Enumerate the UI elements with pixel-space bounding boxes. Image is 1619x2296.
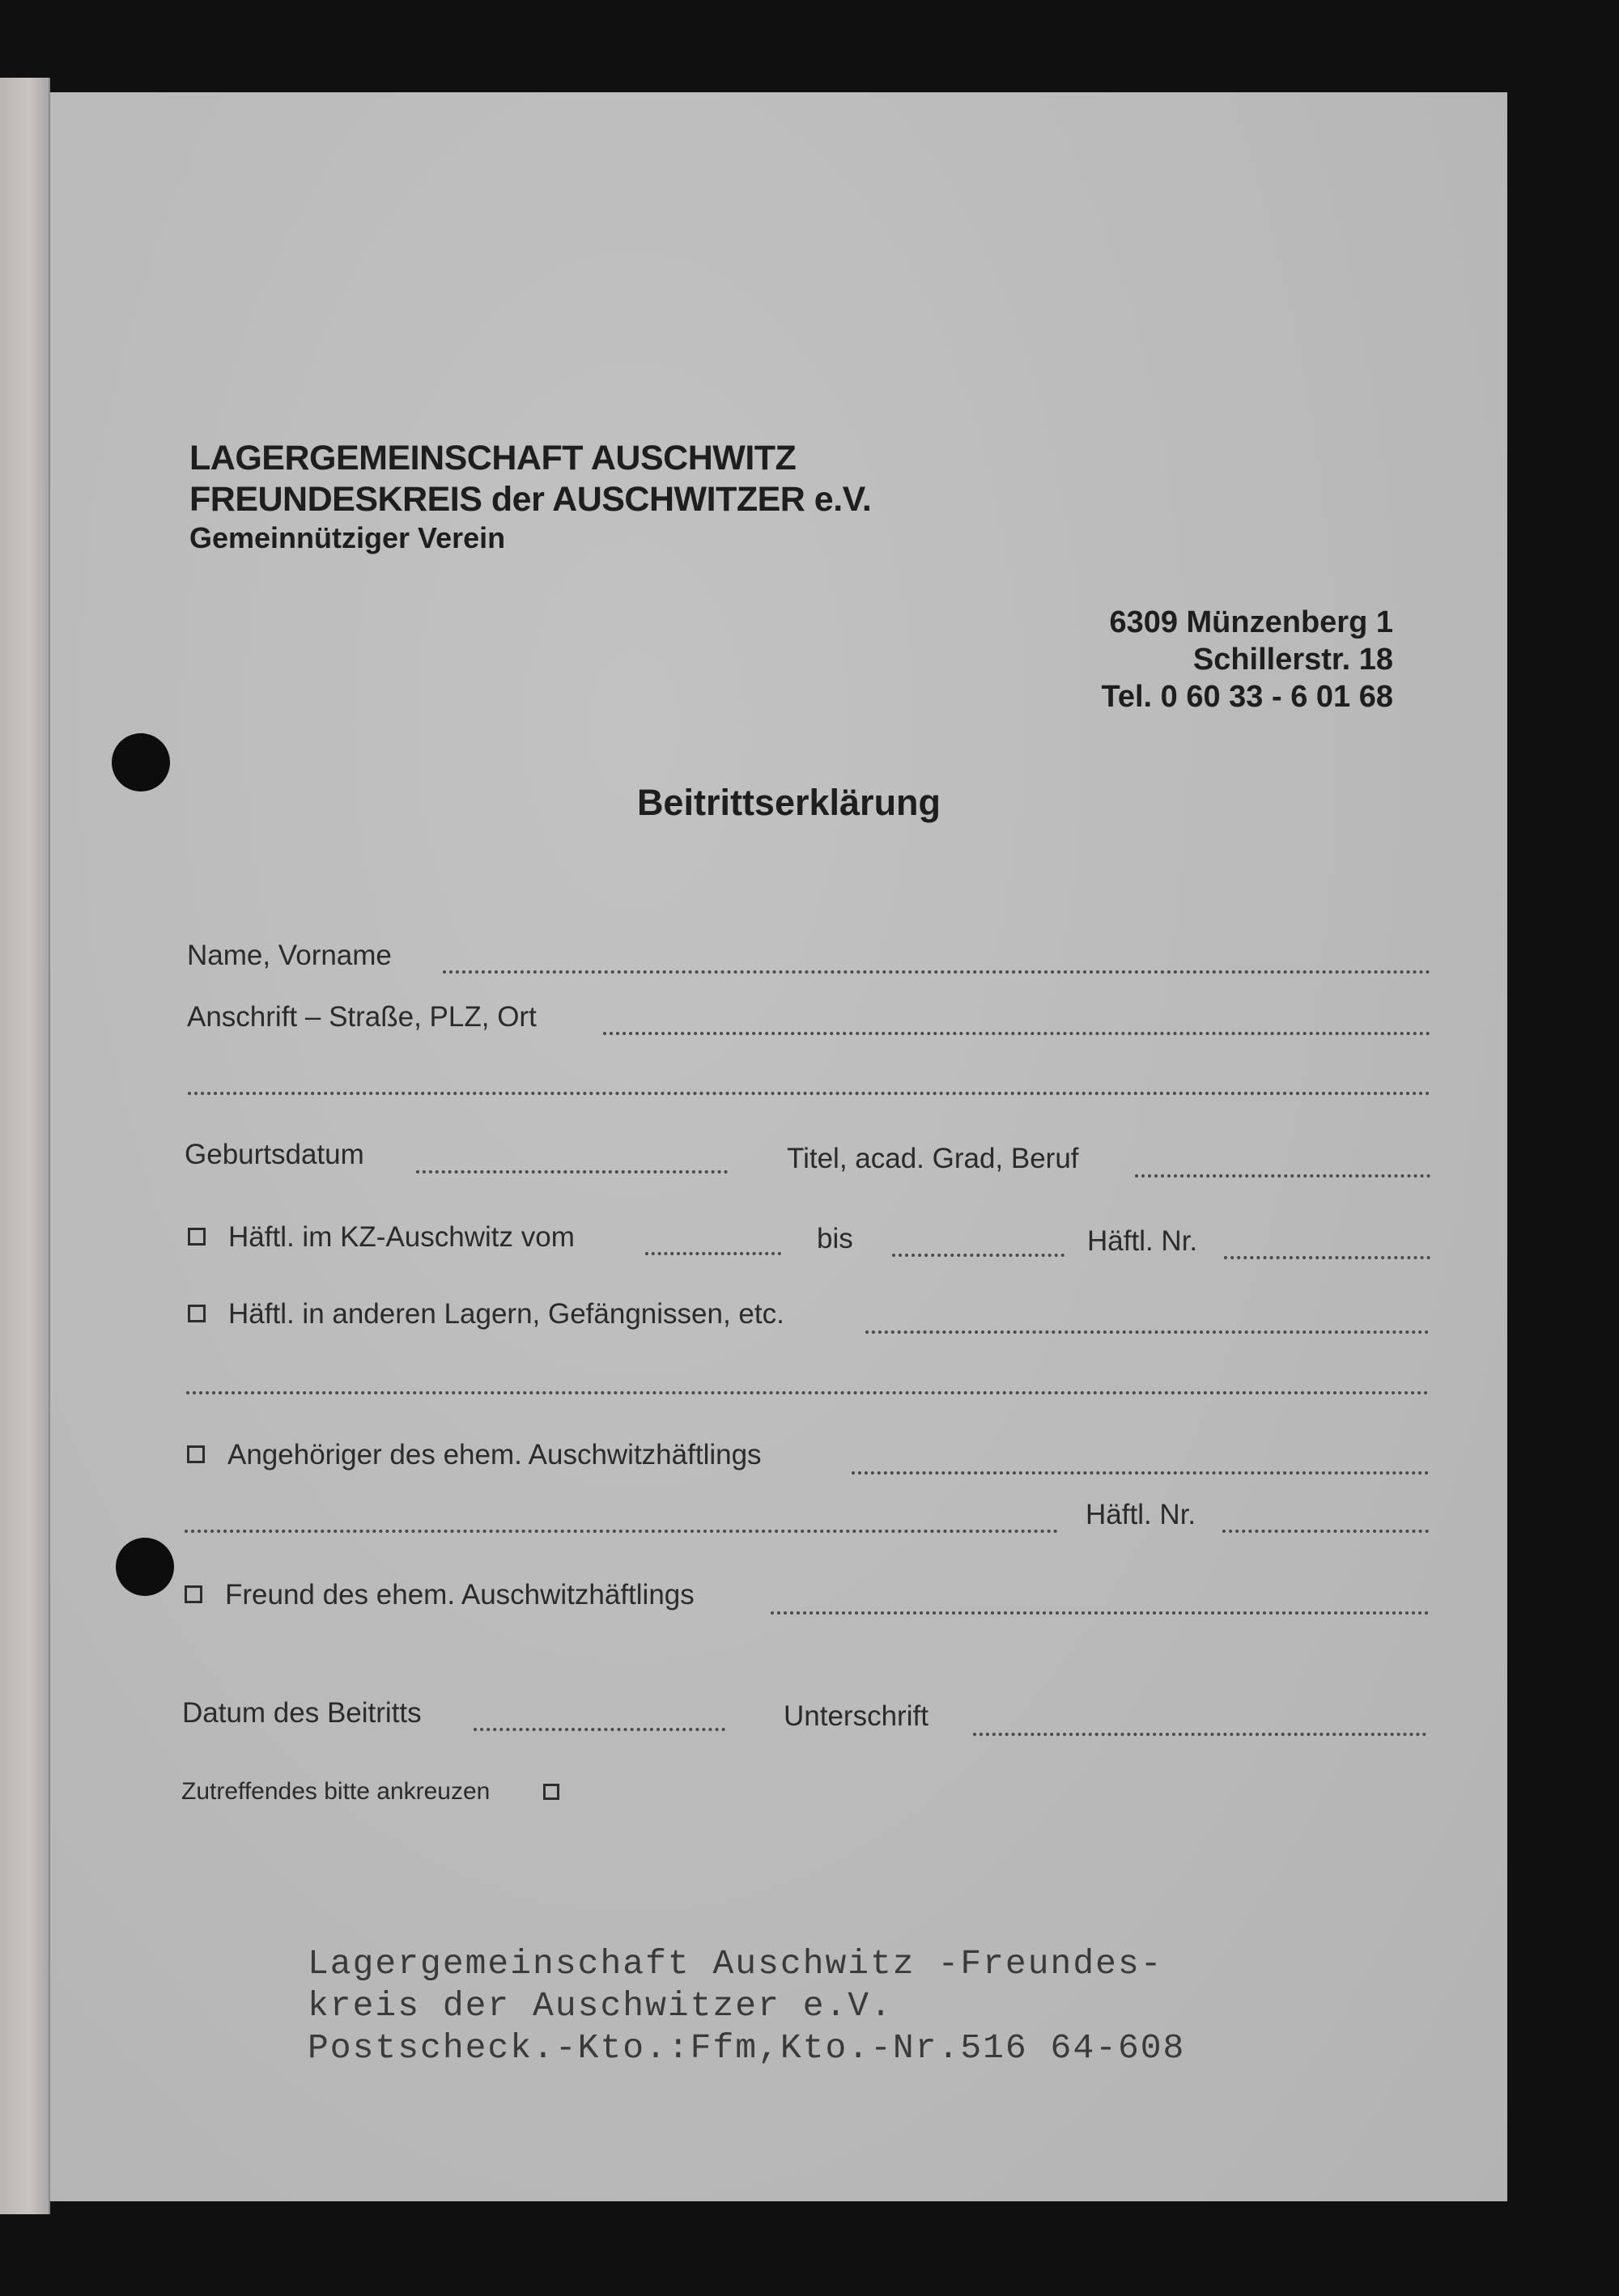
name-label: Name, Vorname [187,940,392,971]
org-subtitle: FREUNDESKREIS der AUSCHWITZER e.V. [189,480,872,519]
relative-prisoner-number-label: Häftl. Nr. [1086,1499,1196,1530]
relative-prisoner-number-field[interactable] [1222,1530,1429,1533]
prisoner-number-label: Häftl. Nr. [1087,1225,1198,1257]
join-date-label: Datum des Beitritts [182,1697,422,1729]
bank-stamp-line2: kreis der Auschwitzer e.V. [308,1986,893,2026]
prisoner-other-field-line2[interactable] [186,1391,1429,1394]
org-name: LAGERGEMEINSCHAFT AUSCHWITZ [189,439,797,477]
prisoner-other-checkbox[interactable] [188,1305,206,1322]
prisoner-until-field[interactable] [892,1254,1064,1257]
relative-field[interactable] [852,1471,1429,1475]
address-city: 6309 Münzenberg 1 [1109,605,1393,639]
relative-checkbox[interactable] [187,1445,205,1463]
birthdate-field[interactable] [416,1170,728,1173]
form-title: Beitrittserklärung [636,782,941,823]
friend-field[interactable] [771,1611,1429,1615]
address-label: Anschrift – Straße, PLZ, Ort [187,1001,537,1033]
bank-stamp-line1: Lagergemeinschaft Auschwitz -Freundes- [308,1944,1163,1984]
friend-label: Freund des ehem. Auschwitzhäftlings [225,1579,695,1611]
join-date-field[interactable] [474,1728,725,1731]
relative-label: Angehöriger des ehem. Auschwitzhäftlings [227,1439,762,1471]
instruction-note: Zutreffendes bitte ankreuzen [181,1778,491,1805]
address-phone: Tel. 0 60 33 - 6 01 68 [1101,680,1393,714]
binder-spine [0,78,50,2214]
until-label: bis [817,1223,853,1254]
prisoner-other-label: Häftl. in anderen Lagern, Gefängnissen, etc. [228,1298,784,1330]
birthdate-label: Geburtsdatum [185,1139,364,1170]
prisoner-auschwitz-checkbox[interactable] [188,1228,206,1246]
signature-label: Unterschrift [784,1700,928,1732]
title-degree-job-label: Titel, acad. Grad, Beruf [787,1143,1079,1174]
prisoner-from-field[interactable] [645,1252,781,1255]
signature-field[interactable] [973,1733,1426,1736]
address-street: Schillerstr. 18 [1192,643,1393,677]
instruction-checkbox-sample [543,1784,559,1800]
title-degree-job-field[interactable] [1135,1174,1430,1178]
prisoner-number-field[interactable] [1224,1256,1430,1259]
name-field[interactable] [443,970,1430,974]
address-field-line2[interactable] [188,1092,1430,1095]
friend-checkbox[interactable] [185,1585,202,1603]
bank-stamp-line3: Postscheck.-Kto.:Ffm,Kto.-Nr.516 64-608 [308,2028,1186,2068]
prisoner-auschwitz-label: Häftl. im KZ-Auschwitz vom [228,1221,575,1253]
membership-form-sheet [50,92,1507,2201]
org-status: Gemeinnütziger Verein [189,521,506,554]
prisoner-other-field[interactable] [865,1330,1429,1334]
address-field[interactable] [603,1032,1430,1035]
relative-field-line2[interactable] [185,1530,1058,1533]
punch-hole-bottom [116,1538,174,1596]
